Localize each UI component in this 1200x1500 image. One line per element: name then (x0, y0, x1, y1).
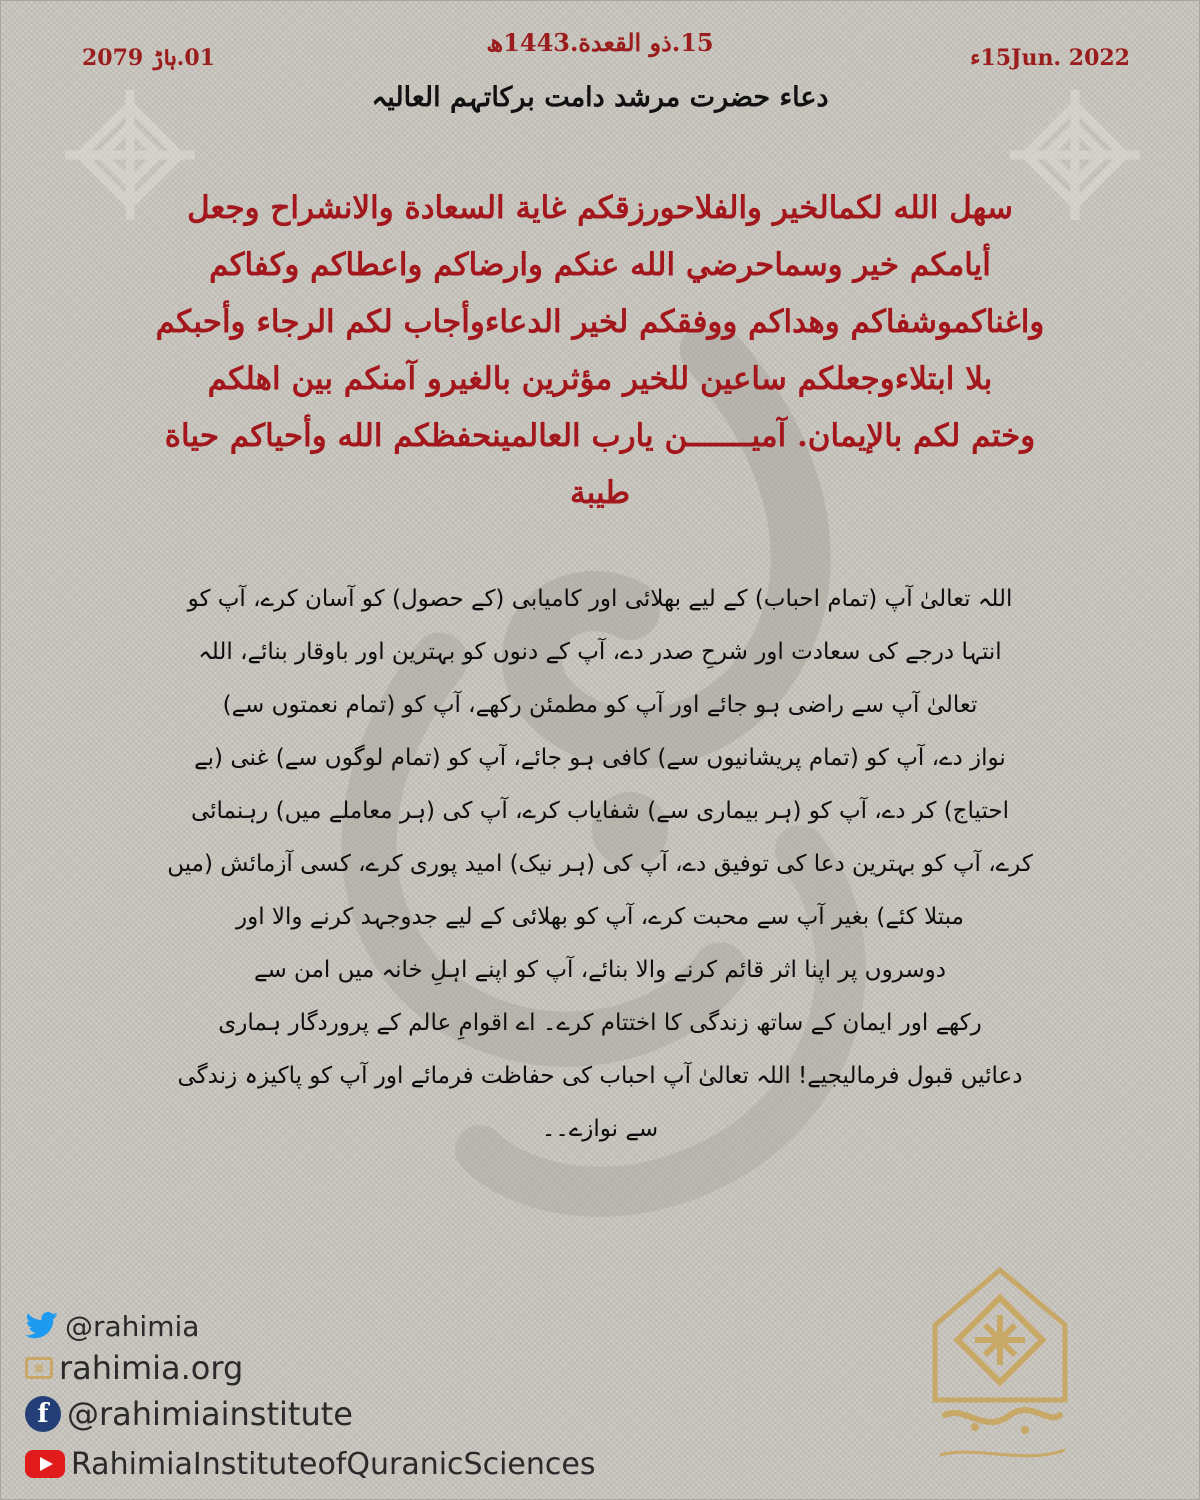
arabic-line: طيبة (569, 475, 630, 511)
rahimia-logo (915, 1265, 1085, 1480)
urdu-line: احتیاج) کر دے، آپ کو (ہر بیماری سے) شفایاب کرے، آپ کی (ہر معاملے میں) رہنمائی (190, 798, 1010, 824)
date-hijri: 15.ذو القعدة.1443ھ (486, 28, 714, 57)
page-title: دعاء حضرت مرشد دامت برکاتہم العالیہ (371, 82, 829, 113)
urdu-line: مبتلا کئے) بغیر آپ سے محبت کرے، آپ کو بھلائی کے لیے جدوجہد کرنے والا اور (235, 904, 964, 930)
urdu-line: رکھے اور ایمان کے ساتھ زندگی کا اختتام کرے۔ اے اقوامِ عالم کے پروردگار ہماری (218, 1010, 982, 1036)
facebook-handle: @rahimiainstitute (67, 1395, 353, 1433)
urdu-line: سے نوازے۔۔ (541, 1116, 659, 1142)
date-bikrami: 01.ہاڑ 2079 (82, 45, 215, 71)
arabic-dua (110, 180, 1090, 522)
twitter-icon (25, 1312, 59, 1340)
urdu-line: دوسروں پر اپنا اثر قائم کرنے والا بنائے، آپ کو اپنے اہلِ خانہ میں امن سے (254, 957, 946, 983)
urdu-line: کرے، آپ کو بہترین دعا کی توفیق دے، آپ کی (ہر نیک) امید پوری کرے، کسی آزمائش (میں (167, 851, 1033, 877)
urdu-line: اللہ تعالیٰ آپ (تمام احباب) کے لیے بھلائی اور کامیابی (کے حصول) کو آسان کرے، آپ کو (187, 586, 1013, 612)
urdu-line: تعالیٰ آپ سے راضی ہو جائے اور آپ کو مطمئن رکھے، آپ کو (تمام نعمتوں سے) (222, 692, 978, 718)
website-link[interactable] (25, 1347, 595, 1389)
arabic-line: سهل الله لكمالخير والفلاحورزقكم غاية السعادة والانشراح وجعل (187, 190, 1013, 226)
facebook-icon: f (25, 1396, 61, 1432)
urdu-translation (150, 573, 1050, 1156)
facebook-link[interactable] (25, 1389, 595, 1439)
twitter-link[interactable] (25, 1305, 595, 1347)
youtube-channel: RahimiaInstituteofQuranicSciences (71, 1446, 596, 1482)
arabic-line: واغناكموشفاكم وهداكم ووفقكم لخير الدعاءوأجاب لكم الرجاء وأحبكم (155, 304, 1045, 340)
arabic-line: وختم لكم بالإيمان. آميـــــــن يارب العالمينحفظكم الله وأحياكم حياة (164, 418, 1036, 454)
urdu-line: نواز دے، آپ کو (تمام پریشانیوں سے) کافی ہو جائے، آپ کو (تمام لوگوں سے) غنی (بے (194, 745, 1006, 771)
youtube-link[interactable] (25, 1439, 595, 1489)
twitter-handle: @rahimia (65, 1309, 200, 1343)
arabic-line: بلا ابتلاءوجعلكم ساعين للخير مؤثرين بالغيرو آمنكم بين اهلكم (207, 361, 993, 397)
social-links (25, 1305, 595, 1489)
urdu-line: دعائیں قبول فرمالیجیے! اللہ تعالیٰ آپ احباب کی حفاظت فرمائے اور آپ کو پاکیزہ زندگی (177, 1063, 1023, 1089)
arabic-line: أيامكم خير وسماحرضي الله عنكم وارضاكم واعطاكم وكفاكم (209, 247, 991, 283)
urdu-line: انتہا درجے کی سعادت اور شرحِ صدر دے، آپ کے دنوں کو بہترین اور باوقار بنائے، اللہ (198, 639, 1002, 665)
web-icon: ▦ (25, 1357, 53, 1379)
website-url: rahimia.org (59, 1349, 244, 1387)
youtube-icon (25, 1450, 65, 1478)
date-gregorian: 15Jun. 2022ء (970, 45, 1130, 71)
